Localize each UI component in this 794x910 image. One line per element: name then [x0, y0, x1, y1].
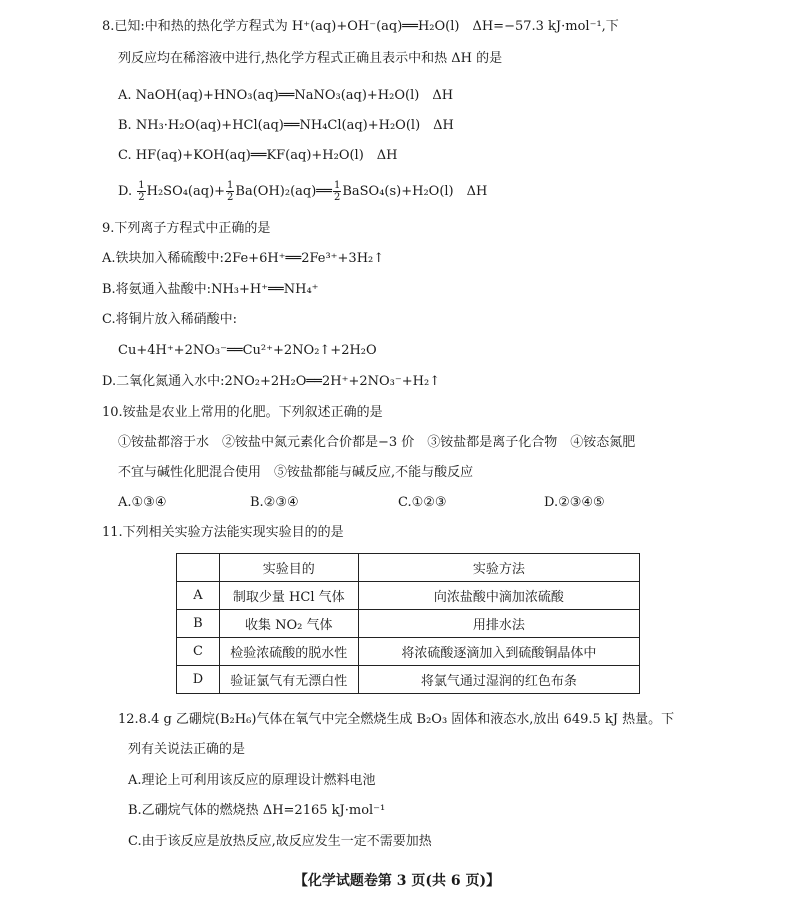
table-header-cell	[177, 554, 220, 582]
row-purpose: 验证氯气有无漂白性	[219, 666, 358, 694]
q9-option-c: C.将铜片放入稀硝酸中:	[102, 312, 237, 327]
fraction: $\frac{1}{2}$	[333, 180, 341, 203]
row-method: 将浓硫酸逐滴加入到硫酸铜晶体中	[358, 638, 639, 666]
row-key: C	[177, 638, 220, 666]
q8-option-d	[118, 180, 487, 203]
experiment-table	[176, 553, 640, 694]
fraction: $\frac{1}{2}$	[227, 180, 234, 203]
row-purpose: 检验浓硫酸的脱水性	[219, 638, 358, 666]
table-row	[177, 610, 640, 638]
q12-stem-line2: 列有关说法正确的是	[128, 742, 246, 757]
row-purpose: 收集 NO₂ 气体	[219, 610, 358, 638]
q8-option-a: A. NaOH(aq)+HNO₃(aq)══NaNO₃(aq)+H₂O(l) ΔH	[118, 88, 454, 103]
table-header-cell: 实验方法	[358, 554, 639, 582]
q8-option-d-part3: BaSO₄(s)+H₂O(l) ΔH	[342, 184, 488, 199]
q9-option-d: D.二氧化氮通入水中:2NO₂+2H₂O══2H⁺+2NO₃⁻+H₂↑	[102, 374, 441, 389]
page-footer: 【化学试题卷第 3 页(共 6 页)】	[293, 873, 501, 889]
q9-option-a: A.铁块加入稀硫酸中:2Fe+6H⁺══2Fe³⁺+3H₂↑	[102, 251, 385, 266]
row-method: 向浓盐酸中滴加浓硫酸	[358, 582, 639, 610]
row-purpose: 制取少量 HCl 气体	[219, 582, 358, 610]
fraction: $\frac{1}{2}$	[138, 180, 145, 203]
q11-stem: 11.下列相关实验方法能实现实验目的的是	[102, 525, 344, 540]
q8-option-d-part1: H₂SO₄(aq)+	[146, 184, 226, 199]
row-method: 用排水法	[358, 610, 639, 638]
q8-stem-line2: 列反应均在稀溶液中进行,热化学方程式正确且表示中和热 ΔH 的是	[118, 51, 503, 66]
q9-option-c-equation: Cu+4H⁺+2NO₃⁻══Cu²⁺+2NO₂↑+2H₂O	[118, 343, 377, 358]
q12-option-c: C.由于该反应是放热反应,故反应发生一定不需要加热	[128, 834, 432, 849]
q8-option-c: C. HF(aq)+KOH(aq)══KF(aq)+H₂O(l) ΔH	[118, 148, 398, 163]
table-header-cell: 实验目的	[219, 554, 358, 582]
table-header-row	[177, 554, 640, 582]
q8-option-d-part2: Ba(OH)₂(aq)══	[235, 184, 332, 199]
table-row	[177, 638, 640, 666]
q8-option-d-label: D.	[118, 184, 137, 199]
row-key: B	[177, 610, 220, 638]
q9-option-b: B.将氨通入盐酸中:NH₃+H⁺══NH₄⁺	[102, 282, 319, 297]
q9-stem: 9.下列离子方程式中正确的是	[102, 221, 271, 236]
q10-statements-line2: 不宜与碱性化肥混合使用 ⑤铵盐都能与碱反应,不能与酸反应	[118, 465, 474, 480]
q8-option-b: B. NH₃·H₂O(aq)+HCl(aq)══NH₄Cl(aq)+H₂O(l) ΔH	[118, 118, 454, 133]
q10-option-a: A.①③④	[118, 495, 167, 510]
table-row	[177, 582, 640, 610]
q10-option-d: D.②③④⑤	[544, 495, 605, 510]
q10-option-c: C.①②③	[398, 495, 447, 510]
q8-stem-line1: 8.已知:中和热的热化学方程式为 H⁺(aq)+OH⁻(aq)══H₂O(l) ΔH=−57.3 kJ·mol⁻¹,下	[102, 19, 619, 34]
row-method: 将氯气通过湿润的红色布条	[358, 666, 639, 694]
q12-option-b: B.乙硼烷气体的燃烧热 ΔH=2165 kJ·mol⁻¹	[128, 803, 386, 818]
q10-statements-line1: ①铵盐都溶于水 ②铵盐中氮元素化合价都是−3 价 ③铵盐都是离子化合物 ④铵态氮肥	[118, 435, 636, 450]
row-key: A	[177, 582, 220, 610]
q10-stem: 10.铵盐是农业上常用的化肥。下列叙述正确的是	[102, 405, 383, 420]
q12-option-a: A.理论上可利用该反应的原理设计燃料电池	[128, 773, 376, 788]
q10-option-b: B.②③④	[250, 495, 299, 510]
row-key: D	[177, 666, 220, 694]
table-row	[177, 666, 640, 694]
q12-stem-line1: 12.8.4 g 乙硼烷(B₂H₆)气体在氧气中完全燃烧生成 B₂O₃ 固体和液态水,放出 649.5 kJ 热量。下	[118, 712, 675, 727]
